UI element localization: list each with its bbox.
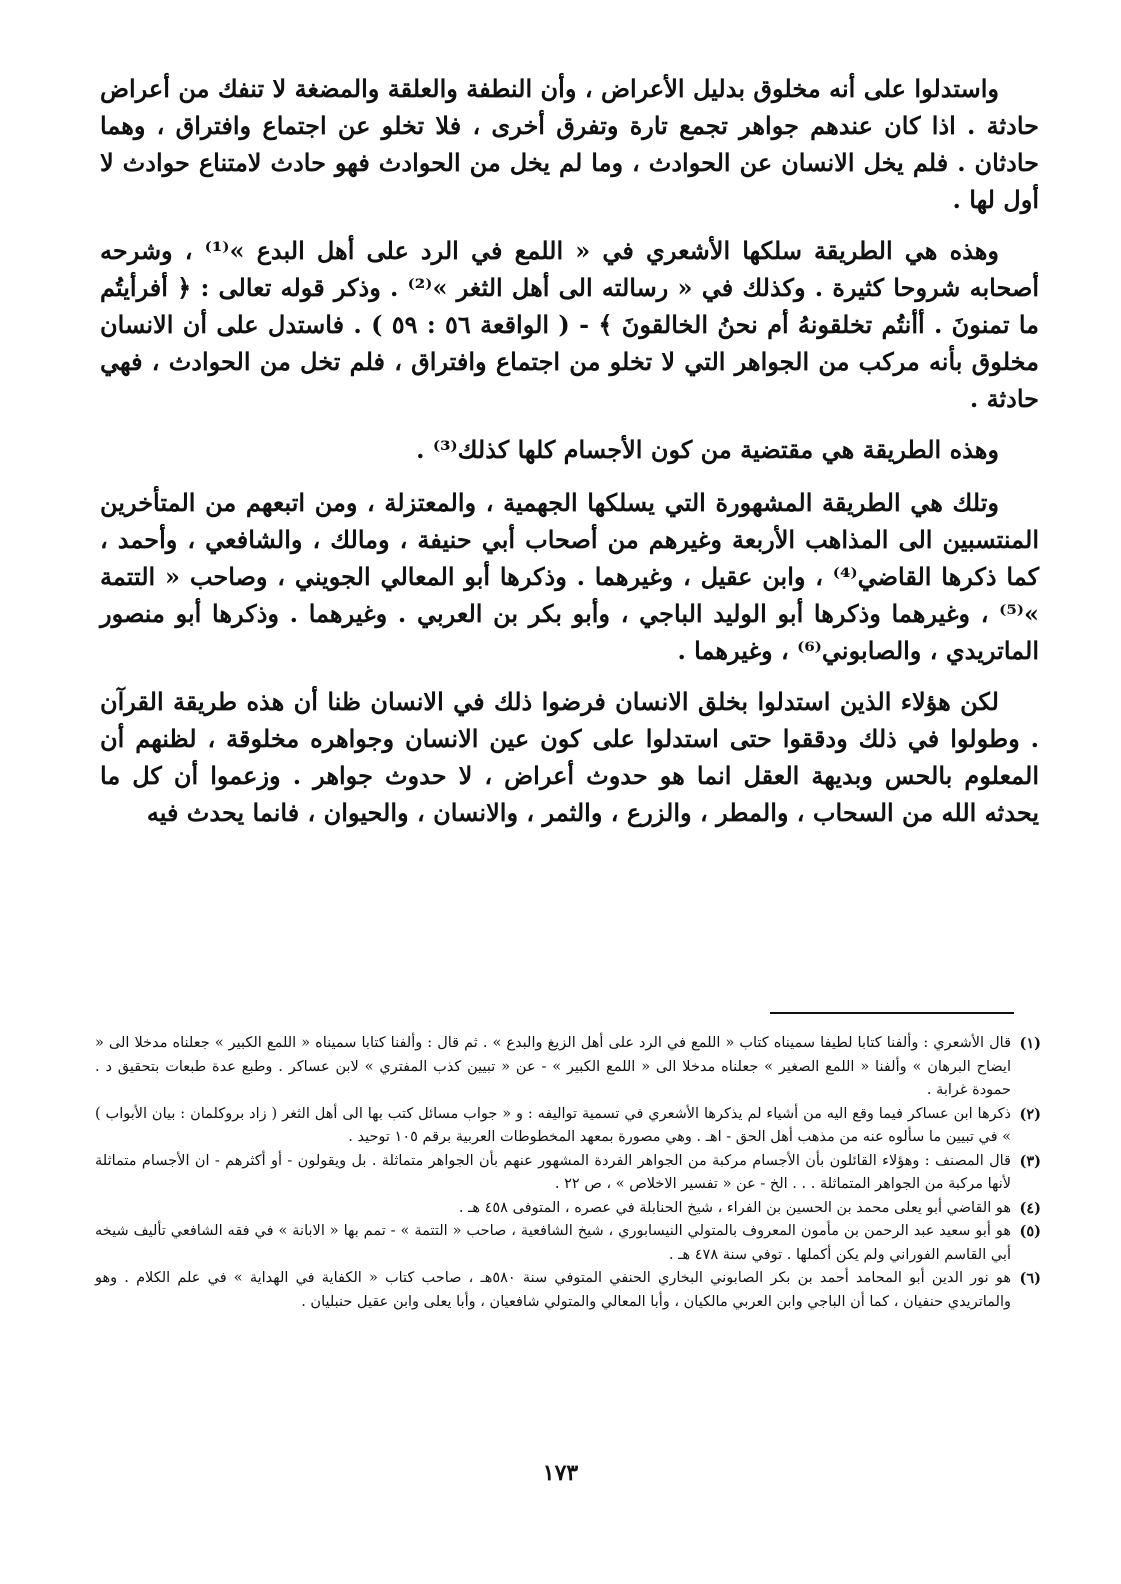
footnote-number: (٢) [1019, 1105, 1041, 1123]
footnote-number: (١) [1019, 1035, 1041, 1052]
footnote-3 [95, 1150, 1041, 1197]
footnote-number: (٥) [1019, 1223, 1041, 1240]
paragraph-4: وتلك هي الطريقة المشهورة التي يسلكها الجهمية ، والمعتزلة ، ومن اتبعهم من المتأخرين المنتسبين الى المذاهب الأربعة وغيرهم من أصحاب أبي حنيفة ، ومالك ، والشافعي ، وأحمد ، كما ذكرها القاضي⁽⁴⁾ ، وابن عقيل ، وغيرهما . وذكرها أبو المعالي الجويني ، وصاحب « التتمة »⁽⁵⁾ ، وغيرهما وذكرها أبو الوليد الباجي ، وأبو بكر بن العربي . وغيرهما . وذكرها أبو منصور الماتريدي ، والصابوني⁽⁶⁾ ، وغيرهما . [100, 488, 1039, 665]
footnote-6 [95, 1267, 1041, 1314]
paragraph-1: واستدلوا على أنه مخلوق بدليل الأعراض ، وأن النطفة والعلقة والمضغة لا تنفك من أعراض حادثة . اذا كان عندهم جواهر تجمع تارة وتفرق أخرى ، فلا تخلو عن اجتماع وافتراق ، وهما حادثان . فلم يخل الانسان عن الحوادث ، وما لم يخل من الحوادث فهو حادث لامتناع حوادث لا أول لها . [100, 74, 1039, 214]
footnote-text: ذكرها ابن عساكر فيما وقع اليه من أشياء لم يذكرها الأشعري في تسمية تواليفه : و « جواب مسائل كتب بها الى أهل الثغر ( زاد بروكلمان : بيان الأبواب ) » في تبيين ما سألوه عنه من مذهب أهل الحق - اهـ . وهي مصورة بمعهد المخطوطات العربية برقم ١٠٥ توحيد . [95, 1105, 1011, 1145]
footnote-text: هو أبو سعيد عبد الرحمن بن مأمون المعروف بالمتولي النيسابوري ، شيخ الشافعية ، صاحب « التتمة » - تمم بها « الابانة » في فقه الشافعي تأليف شيخه أبي القاسم الفوراني ولم يكن أكملها . توفي سنة ٤٧٨ هـ . [95, 1223, 1011, 1263]
footnote-number: (٤) [1019, 1199, 1041, 1217]
footnote-text: هو نور الدين أبو المحامد أحمد بن بكر الصابوني البخاري الحنفي المتوفي سنة ٥٨٠هـ ، صاحب كتاب « الكفاية في الهداية » في علم الكلام . وهو والماتريدي حنفيان ، كما أن الباجي وابن العربي مالكيان ، وأبا المعالي والمتولي شافعيان ، وأبا يعلى وابن عقيل حنبليان . [95, 1270, 1011, 1310]
footnote-text: قال الأشعري : وألفنا كتابا لطيفا سميناه كتاب « اللمع في الرد على أهل الزيغ والبدع » . ثم قال : وألفنا كتابا سميناه « اللمع الكبير » جعلناه مدخلا الى « ايضاح البرهان » وألفنا « اللمع الصغير » جعلناه مدخلا الى « اللمع الكبير » - عن « تبيين كذب المفتري » لابن عساكر . وطبع عدة طبعات بتحقيق د . حمودة غرابة . [95, 1035, 1011, 1098]
paragraph-3: وهذه الطريقة هي مقتضية من كون الأجسام كلها كذلك⁽³⁾ . [416, 435, 999, 464]
footnote-separator [770, 1012, 1014, 1014]
footnote-2 [95, 1103, 1041, 1150]
paragraph-5: لكن هؤلاء الذين استدلوا بخلق الانسان فرضوا ذلك في الانسان ظنا أن هذه طريقة القرآن . وطولوا في ذلك ودققوا حتى استدلوا على كون عين الانسان وجواهره مخلوقة ، لظنهم أن المعلوم بالحس وبديهة العقل انما هو حدوث أعراض ، لا حدوث جواهر . وزعموا أن كل ما يحدثه الله من السحاب ، والمطر ، والزرع ، والثمر ، والانسان ، والحيوان ، فانما يحدث فيه [100, 687, 1040, 827]
footnote-text: هو القاضي أبو يعلى محمد بن الحسين بن الفراء ، شيخ الحنابلة في عصره ، المتوفى ٤٥٨ هـ . [458, 1199, 1011, 1216]
footnote-number: (٦) [1019, 1270, 1041, 1287]
footnote-text: قال المصنف : وهؤلاء القائلون بأن الأجسام مركبة من الجواهر الفردة المشهور عنهم بأن الجواهر متماثلة . بل ويقولون - أو أكثرهم - ان الأجسام متماثلة لأنها مركبة من الجواهر المتماثلة . . . الخ - عن « تفسير الاخلاص » ، ص ٢٢ . [95, 1152, 1011, 1192]
page-number: ١٧٣ [542, 1460, 579, 1486]
main-text [100, 70, 1039, 845]
footnote-number: (٣) [1019, 1152, 1041, 1170]
footnotes [95, 1032, 1041, 1314]
footnote-1 [95, 1032, 1041, 1103]
footnote-4 [95, 1197, 1041, 1221]
footnote-5 [95, 1220, 1041, 1267]
paragraph-2: وهذه هي الطريقة سلكها الأشعري في « اللمع في الرد على أهل البدع »⁽¹⁾ ، وشرحه أصحابه شروحا كثيرة . وكذلك في « رسالته الى أهل الثغر »⁽²⁾ . وذكر قوله تعالى : ﴿ أفرأيتُم ما تمنونَ . أأنتُم تخلقونهُ أم نحنُ الخالقونَ ﴾ - ( الواقعة ٥٦ : ٥٩ ) . فاستدل على أن الانسان مخلوق بأنه مركب من الجواهر التي لا تخلو من اجتماع وافتراق ، فلم تخل من الحوادث ، فهي حادثة . [100, 236, 1039, 413]
